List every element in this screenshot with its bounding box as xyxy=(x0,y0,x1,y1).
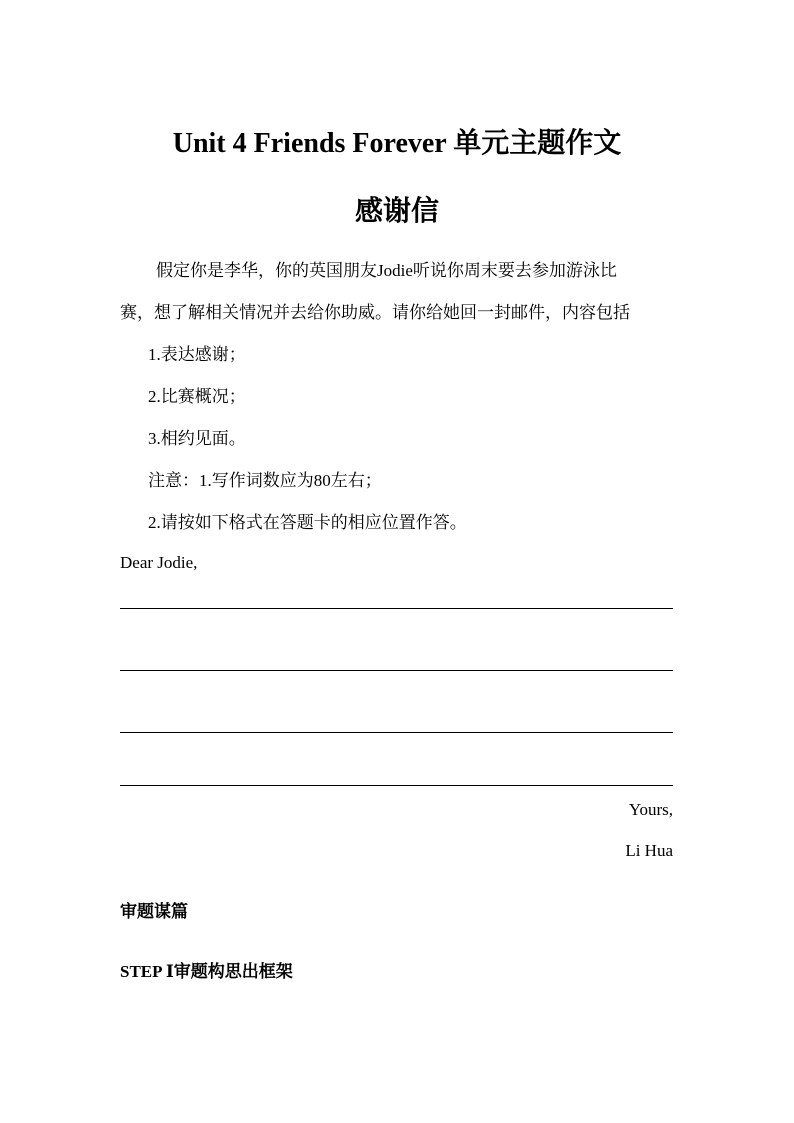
note-format: 2.请按如下格式在答题卡的相应位置作答。 xyxy=(148,513,467,532)
prompt-line-1: 假定你是李华，你的英国朋友Jodie听说你周末要去参加游泳比 xyxy=(156,261,617,280)
page-title: Unit 4 Friends Forever 单元主题作文 xyxy=(172,128,622,159)
content-item-3: 3.相约见面。 xyxy=(148,429,246,448)
section-analysis-heading: 审题谋篇 xyxy=(120,902,188,921)
answer-line-3 xyxy=(120,732,673,733)
page-subtitle: 感谢信 xyxy=(354,196,439,227)
answer-line-1 xyxy=(120,608,673,609)
note-word-count: 注意：1.写作词数应为80左右； xyxy=(148,471,382,490)
content-item-1: 1.表达感谢； xyxy=(148,345,246,364)
answer-line-2 xyxy=(120,670,673,671)
section-step1-heading: STEP Ⅰ审题构思出框架 xyxy=(120,962,293,981)
letter-greeting: Dear Jodie, xyxy=(120,553,198,572)
content-item-2: 2.比赛概况； xyxy=(148,387,246,406)
letter-signature: Li Hua xyxy=(625,841,673,860)
prompt-line-2: 赛，想了解相关情况并去给你助威。请你给她回一封邮件，内容包括 xyxy=(120,303,630,322)
answer-line-4 xyxy=(120,785,673,786)
letter-closing: Yours, xyxy=(628,800,673,819)
